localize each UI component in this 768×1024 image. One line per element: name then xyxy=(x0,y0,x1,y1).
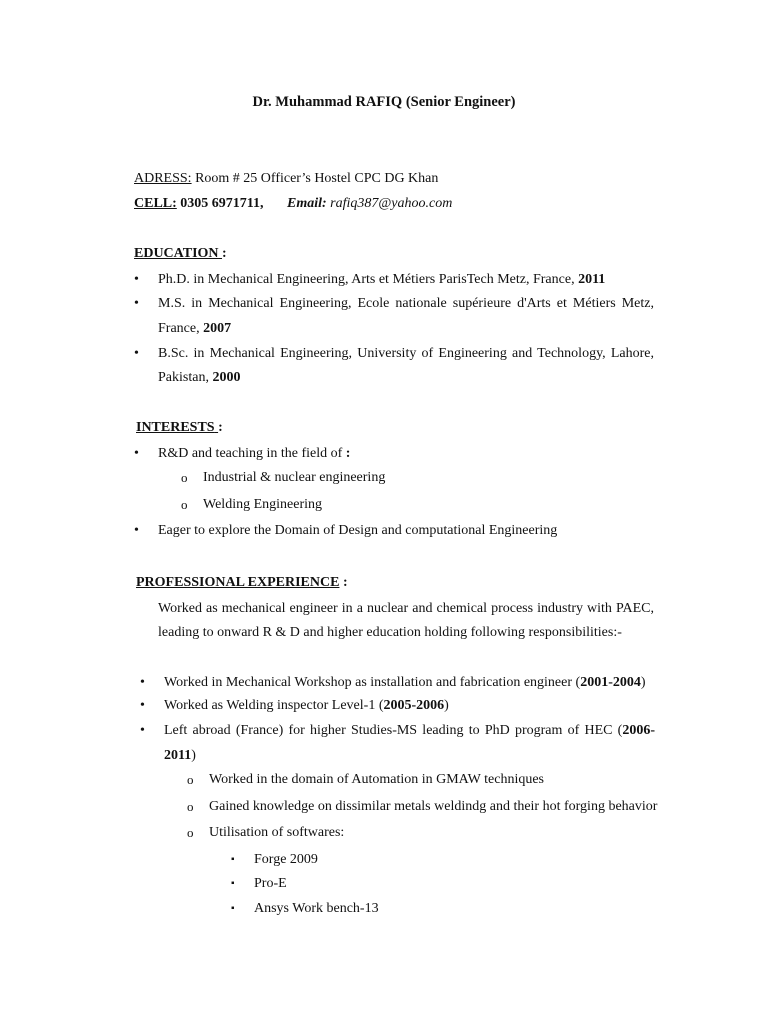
interests-heading: INTERESTS : xyxy=(136,420,223,435)
experience-intro-line1: Worked as mechanical engineer in a nuclear and chemical process industry with PAEC, xyxy=(158,601,654,616)
experience-subitem: Worked in the domain of Automation in GMAW techniques xyxy=(209,772,544,787)
cell-line xyxy=(134,195,264,213)
interests-subitem: Industrial & nuclear engineering xyxy=(203,470,386,485)
experience-item-2: Worked as Welding inspector Level-1 (2005-2006) xyxy=(164,698,449,713)
email-label: Email: xyxy=(287,196,327,211)
experience-subitem: Utilisation of softwares: xyxy=(209,825,345,840)
bullet-icon: • xyxy=(140,698,145,713)
experience-item-3-line2: 2011) xyxy=(164,748,196,763)
experience-item-3-line1: Left abroad (France) for higher Studies-MS leading to PhD program of HEC (2006- xyxy=(164,723,655,738)
square-bullet-icon: ▪ xyxy=(231,903,235,914)
circle-bullet-icon: o xyxy=(181,470,188,485)
education-item-2-line1: M.S. in Mechanical Engineering, Ecole nationale supérieure d'Arts et Métiers Metz, xyxy=(158,296,654,311)
education-item-3-line2: Pakistan, 2000 xyxy=(158,370,241,385)
education-item-2-line2: France, 2007 xyxy=(158,321,232,336)
bullet-icon: • xyxy=(134,272,139,287)
address-value: Room # 25 Officer’s Hostel CPC DG Khan xyxy=(195,171,439,186)
software-item: Pro-E xyxy=(254,876,287,891)
circle-bullet-icon: o xyxy=(187,772,194,787)
square-bullet-icon: ▪ xyxy=(231,878,235,889)
education-heading: EDUCATION : xyxy=(134,246,227,261)
interests-subitem: Welding Engineering xyxy=(203,497,323,512)
software-item: Forge 2009 xyxy=(254,852,318,867)
experience-heading: PROFESSIONAL EXPERIENCE : xyxy=(136,575,348,590)
cell-label: CELL: xyxy=(134,196,177,211)
bullet-icon: • xyxy=(140,675,145,690)
experience-subitem: Gained knowledge on dissimilar metals weldindg and their hot forging behavior xyxy=(209,799,658,814)
software-item: Ansys Work bench-13 xyxy=(254,901,379,916)
education-item-3-line1: B.Sc. in Mechanical Engineering, University of Engineering and Technology, Lahore, xyxy=(158,346,654,361)
interests-item-2: Eager to explore the Domain of Design and computational Engineering xyxy=(158,523,558,538)
address-label: ADRESS: xyxy=(134,171,192,186)
email-value[interactable]: rafiq387@yahoo.com xyxy=(330,196,453,211)
bullet-icon: • xyxy=(140,723,145,738)
education-item-1: Ph.D. in Mechanical Engineering, Arts et Métiers ParisTech Metz, France, 2011 xyxy=(158,272,606,287)
circle-bullet-icon: o xyxy=(181,497,188,512)
experience-intro-line2: leading to onward R & D and higher education holding following responsibilities:- xyxy=(158,625,622,640)
circle-bullet-icon: o xyxy=(187,799,194,814)
bullet-icon: • xyxy=(134,346,139,361)
circle-bullet-icon: o xyxy=(187,825,194,840)
square-bullet-icon: ▪ xyxy=(231,854,235,865)
cell-value: 0305 6971711, xyxy=(180,196,264,211)
email-line xyxy=(287,195,452,213)
page-title: Dr. Muhammad RAFIQ (Senior Engineer) xyxy=(252,94,516,110)
interests-item-1: R&D and teaching in the field of : xyxy=(158,446,351,461)
bullet-icon: • xyxy=(134,446,139,461)
bullet-icon: • xyxy=(134,296,139,311)
bullet-icon: • xyxy=(134,523,139,538)
experience-item-1: Worked in Mechanical Workshop as installation and fabrication engineer (2001-2004) xyxy=(164,675,646,690)
address-line xyxy=(134,170,438,188)
